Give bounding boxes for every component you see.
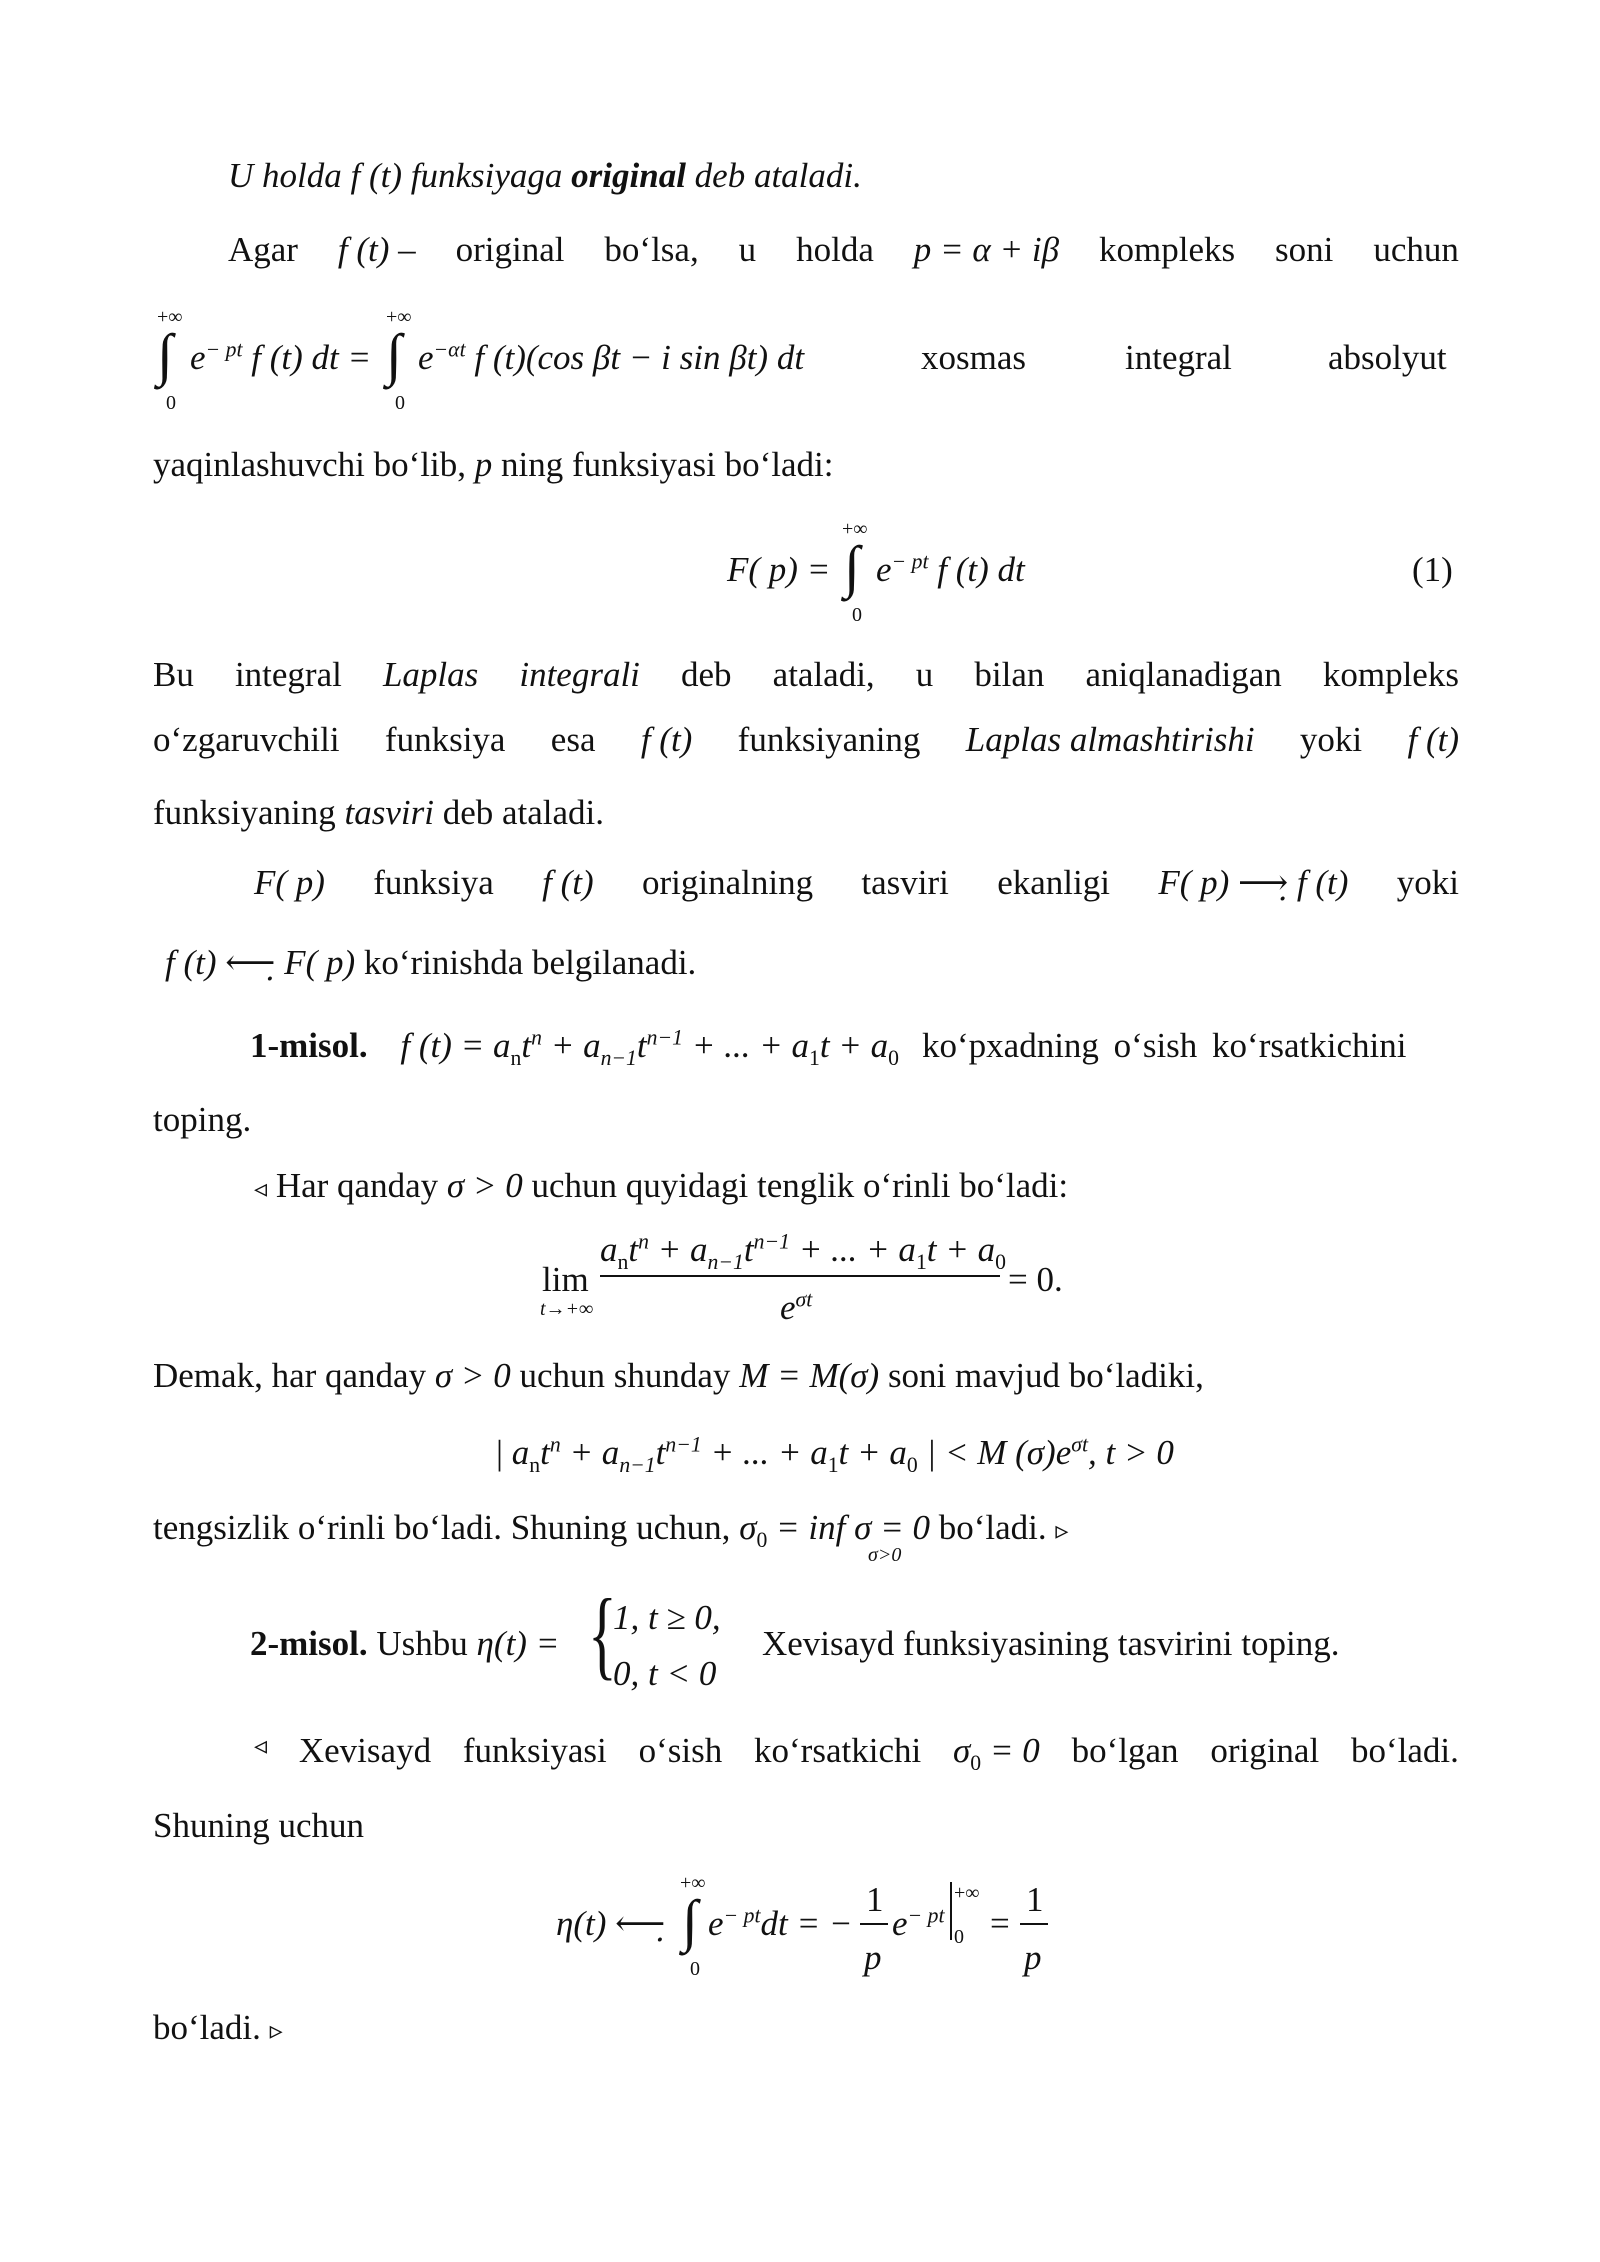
eq1-body: $e^{- pt}$ f (t) dt xyxy=(876,549,1025,589)
eq2-exp: $e^{- pt}$ xyxy=(892,1903,945,1943)
word: Agar xyxy=(228,230,298,269)
word: holda xyxy=(796,230,874,269)
frac-den: p xyxy=(864,1938,882,1977)
frac2-den: p xyxy=(1024,1938,1042,1977)
line-12: tengsizlik o‘rinli bo‘ladi. Shuning uchun, $\sigma_0$ = inf σ = 0 bo‘ladi. ▹ xyxy=(153,1508,1069,1552)
eq2-lhs: η(t) ⟵̣ xyxy=(556,1904,666,1943)
example-label: 1-misol. xyxy=(250,1026,368,1065)
line-2 xyxy=(228,232,1459,267)
line-6: o‘zgaruvchili funksiya esa f (t) funksiyaning Laplas almashtirishi yoki f (t) xyxy=(153,720,1459,759)
word: xosmas xyxy=(921,338,1026,377)
line-7: funksiyaning tasviri deb ataladi. xyxy=(153,793,605,832)
word: kompleks xyxy=(1099,230,1236,269)
equation-number: (1) xyxy=(1412,550,1453,589)
int1-expr: $e^{- pt}$ f (t) dt = xyxy=(190,337,372,377)
triangle-right-icon: ▹ xyxy=(269,2016,283,2045)
word: original xyxy=(455,230,565,269)
line-4: yaqinlashuvchi bo‘lib, p ning funksiyasi bo‘ladi: xyxy=(153,445,834,484)
case-2: 0, t < 0 xyxy=(613,1654,717,1693)
word: integral xyxy=(1125,338,1232,377)
int2-upper: +∞ xyxy=(386,306,412,328)
int2-lower: 0 xyxy=(395,392,405,414)
line-11: Demak, har qanday σ > 0 uchun shunday M = M(σ) soni mavjud bo‘ladiki, xyxy=(153,1356,1204,1395)
case-1: 1, t ≥ 0, xyxy=(613,1598,721,1637)
triangle-left-icon: ◃ xyxy=(254,1731,268,1760)
frac2-num: 1 xyxy=(1026,1880,1044,1919)
integral-sign: ∫ xyxy=(682,1888,698,1953)
fraction-bar xyxy=(1020,1923,1048,1925)
word: bo‘lsa, xyxy=(604,230,699,269)
integral-sign: ∫ xyxy=(386,322,402,387)
frac-num: 1 xyxy=(866,1880,884,1919)
bold-term: original xyxy=(571,156,686,195)
eq2-lower: 0 xyxy=(690,1958,700,1980)
integral-sign: ∫ xyxy=(844,534,860,599)
word: absolyut xyxy=(1328,338,1447,377)
equals: = xyxy=(990,1904,1010,1943)
int2-expr: $e^{-\alpha t}$ f (t)(cos βt − i sin βt) dt xyxy=(418,337,805,377)
triangle-right-icon: ▹ xyxy=(1055,1516,1069,1545)
example-1-tail: ko‘pxadning o‘sish ko‘rsatkichini xyxy=(922,1026,1407,1065)
line-5: Bu integral Laplas integrali deb ataladi, u bilan aniqlanadigan kompleks xyxy=(153,655,1459,694)
eq1-lhs: F( p) = xyxy=(727,550,831,589)
inf-subscript: σ>0 xyxy=(868,1544,902,1566)
line-9: f (t) ⟵̣ F( p) ko‘rinishda belgilanadi. xyxy=(165,943,697,982)
text: deb ataladi. xyxy=(685,156,862,195)
fraction-bar xyxy=(860,1923,888,1925)
word: soni xyxy=(1275,230,1334,269)
lim-rhs: = 0. xyxy=(1008,1260,1063,1299)
int1-upper: +∞ xyxy=(157,306,183,328)
text: funksiyaga xyxy=(402,156,572,195)
line-13: ◃ Xevisayd funksiyasi o‘sish ko‘rsatkichi $\sigma_0 = 0$ bo‘lgan original bo‘ladi. xyxy=(254,1731,1459,1775)
example-2-tail: Xevisayd funksiyasining tasvirini toping. xyxy=(762,1624,1340,1663)
line-8: F( p) funksiya f (t) originalning tasviri ekanligi F( p) ⟶̣ f (t) yoki xyxy=(254,863,1459,902)
example-1: 1-misol. f $(t) = a_nt^n + a_{n-1}t^{n-1}$ + ... + $a_1t + a_0$ xyxy=(250,1025,899,1070)
word: uchun xyxy=(1373,230,1459,269)
math-p: p = α + iβ xyxy=(913,230,1060,269)
eval-lower: 0 xyxy=(954,1926,964,1948)
eq2-body: $e^{- pt}dt$ = − xyxy=(708,1903,853,1943)
word: u xyxy=(738,230,757,269)
line-14: Shuning uchun xyxy=(153,1806,364,1845)
fraction-bar xyxy=(600,1275,1000,1277)
lim: lim xyxy=(542,1260,589,1299)
lim-sub: t→+∞ xyxy=(540,1298,594,1320)
lim-numerator: $a_nt^n + a_{n-1}t^{n-1}$ + ... + $a_1t + a_0$ xyxy=(600,1229,1006,1274)
math-ft: f (t) – xyxy=(337,230,416,269)
int1-lower: 0 xyxy=(166,392,176,414)
line-10: ◃ Har qanday σ > 0 uchun quyidagi tenglik o‘rinli bo‘ladi: xyxy=(254,1166,1069,1205)
integral-sign: ∫ xyxy=(157,322,173,387)
inequality: | $a_nt^n + a_{n-1}t^{n-1}$ + ... + $a_1t + a_0$ | < M $(\sigma)e^{\sigma t}$, t > 0 xyxy=(496,1432,1174,1477)
eq2-upper: +∞ xyxy=(680,1872,706,1894)
text: U holda xyxy=(228,156,351,195)
eval-upper: +∞ xyxy=(954,1882,980,1904)
brace: { xyxy=(588,1578,617,1689)
eval-bar xyxy=(950,1882,952,1940)
eq1-lower: 0 xyxy=(852,604,862,626)
line-1 xyxy=(228,158,862,193)
line-toping: toping. xyxy=(153,1100,252,1139)
last-line: bo‘ladi. ▹ xyxy=(153,2008,283,2047)
math-ft: f (t) xyxy=(350,156,403,195)
lim-denominator: $e^{\sigma t}$ xyxy=(780,1287,813,1327)
eq1-upper: +∞ xyxy=(842,518,868,540)
triangle-left-icon: ◃ xyxy=(254,1174,268,1203)
example-2-lead: 2-misol. Ushbu η(t) = xyxy=(250,1624,560,1663)
